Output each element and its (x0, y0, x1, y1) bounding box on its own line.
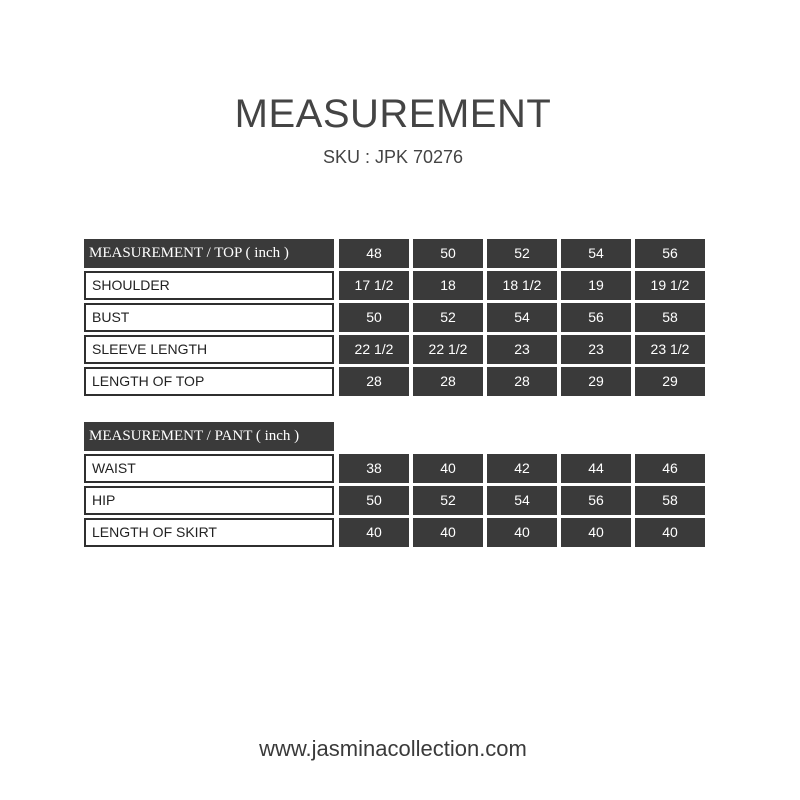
table-cell: 44 (561, 454, 631, 483)
table-cell: 28 (487, 367, 557, 396)
table-cell: 19 1/2 (635, 271, 705, 300)
table-cell: 29 (635, 367, 705, 396)
table-cell: 46 (635, 454, 705, 483)
table-cell: 54 (487, 303, 557, 332)
table-cell: 23 (561, 335, 631, 364)
row-label: SHOULDER (84, 271, 334, 300)
page-title: MEASUREMENT (234, 92, 552, 136)
table-cell: 22 1/2 (413, 335, 483, 364)
pant-table-header: MEASUREMENT / PANT ( inch ) (84, 422, 334, 451)
row-label: SLEEVE LENGTH (84, 335, 334, 364)
table-cell: 17 1/2 (339, 271, 409, 300)
table-cell: 56 (561, 303, 631, 332)
table-cell: 23 1/2 (635, 335, 705, 364)
website-url: www.jasminacollection.com (259, 736, 527, 761)
row-label: LENGTH OF SKIRT (84, 518, 334, 547)
table-cell: 29 (561, 367, 631, 396)
table-cell: 40 (561, 518, 631, 547)
table-cell: 42 (487, 454, 557, 483)
table-cell: 40 (635, 518, 705, 547)
table-cell: 23 (487, 335, 557, 364)
table-cell: 40 (413, 518, 483, 547)
table-cell: 19 (561, 271, 631, 300)
table-cell: 52 (413, 303, 483, 332)
size-header: 50 (413, 239, 483, 268)
sku-label: SKU : JPK 70276 (322, 147, 464, 167)
table-cell: 58 (635, 486, 705, 515)
row-label: HIP (84, 486, 334, 515)
table-cell: 50 (339, 486, 409, 515)
size-header: 54 (561, 239, 631, 268)
size-header: 48 (339, 239, 409, 268)
top-table-header: MEASUREMENT / TOP ( inch ) (84, 239, 334, 268)
size-header: 52 (487, 239, 557, 268)
row-label: LENGTH OF TOP (84, 367, 334, 396)
table-cell: 18 1/2 (487, 271, 557, 300)
table-cell: 38 (339, 454, 409, 483)
table-cell: 54 (487, 486, 557, 515)
size-header: 56 (635, 239, 705, 268)
table-cell: 56 (561, 486, 631, 515)
table-cell: 40 (413, 454, 483, 483)
table-cell: 52 (413, 486, 483, 515)
table-cell: 58 (635, 303, 705, 332)
table-cell: 18 (413, 271, 483, 300)
table-cell: 28 (413, 367, 483, 396)
table-cell: 22 1/2 (339, 335, 409, 364)
row-label: BUST (84, 303, 334, 332)
table-cell: 28 (339, 367, 409, 396)
table-cell: 50 (339, 303, 409, 332)
table-cell: 40 (339, 518, 409, 547)
table-cell: 40 (487, 518, 557, 547)
row-label: WAIST (84, 454, 334, 483)
